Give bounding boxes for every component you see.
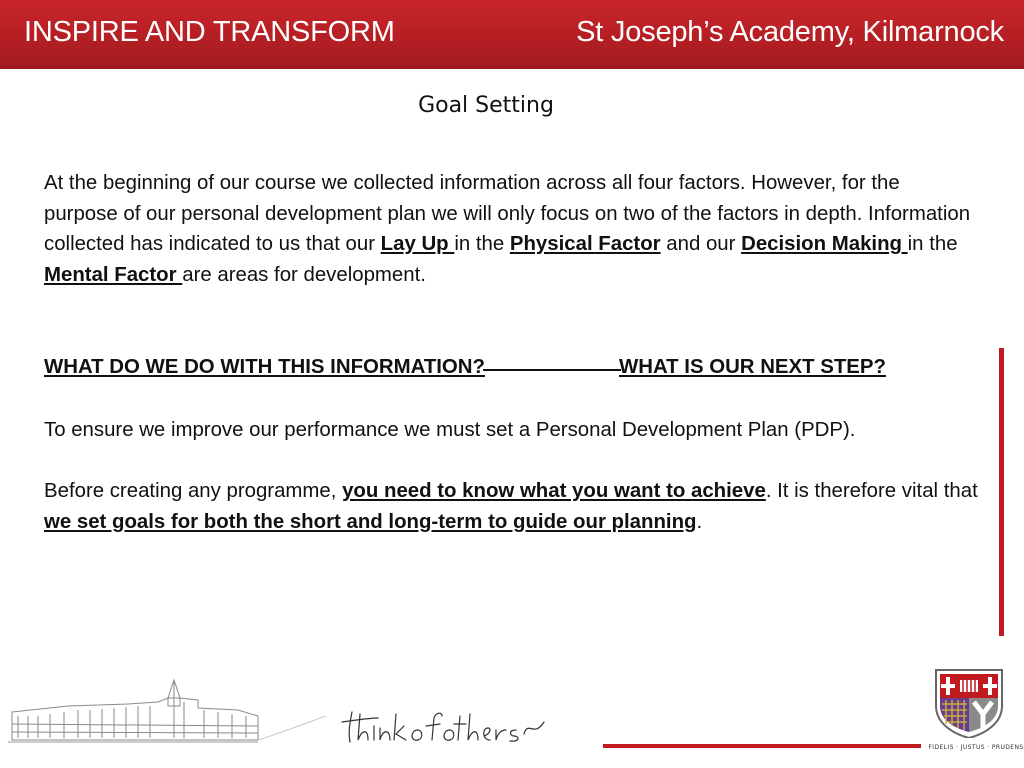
heading-question-2: WHAT IS OUR NEXT STEP? (618, 356, 886, 378)
intro-paragraph (44, 168, 979, 290)
horizontal-accent-line (603, 744, 921, 748)
intro-text-5: are areas for development. (182, 263, 426, 286)
heading-question-1: WHAT DO WE DO WITH THIS INFORMATION? (44, 356, 485, 378)
goals-paragraph (44, 476, 979, 537)
header-school-name: St Joseph’s Academy, Kilmarnock (576, 16, 1004, 48)
section-heading (44, 352, 979, 383)
pdp-paragraph: To ensure we improve our performance we must set a Personal Development Plan (PDP). (44, 419, 856, 441)
decision-making-term: Decision Making (741, 233, 908, 256)
goals-emphasis-2: we set goals for both the short and long-term to guide our planning (44, 510, 697, 533)
lay-up-term: Lay Up (380, 233, 455, 256)
mental-factor-term: Mental Factor (44, 263, 183, 286)
goals-text-1: Before creating any programme, (44, 480, 343, 502)
heading-underline-gap (483, 355, 621, 371)
goals-text-3: . (696, 510, 703, 533)
intro-text-3: and our (660, 233, 742, 256)
intro-text-1: At the beginning of our course we collected information across all four factors. However, for the purpose of our personal development plan we will only focus on two of the factors in depth. Information collected has indicated to us that our (44, 172, 971, 256)
crest-motto-caption: FIDELIS · JUSTUS · PRUDENS (928, 744, 1024, 751)
school-building-sketch (8, 676, 328, 746)
header-slogan: INSPIRE AND TRANSFORM (24, 16, 395, 48)
physical-factor-term: Physical Factor (509, 233, 661, 256)
vertical-accent-line (999, 348, 1004, 636)
motto-signature (338, 708, 548, 748)
intro-text-2: in the (454, 233, 510, 256)
slide-title: Goal Setting (418, 93, 554, 118)
school-crest-logo (934, 668, 1004, 738)
goals-text-2: . It is therefore vital that (765, 480, 978, 502)
intro-text-4: in the (907, 233, 958, 256)
goals-emphasis-1: you need to know what you want to achieve (342, 480, 766, 502)
header-bar (0, 0, 1024, 69)
